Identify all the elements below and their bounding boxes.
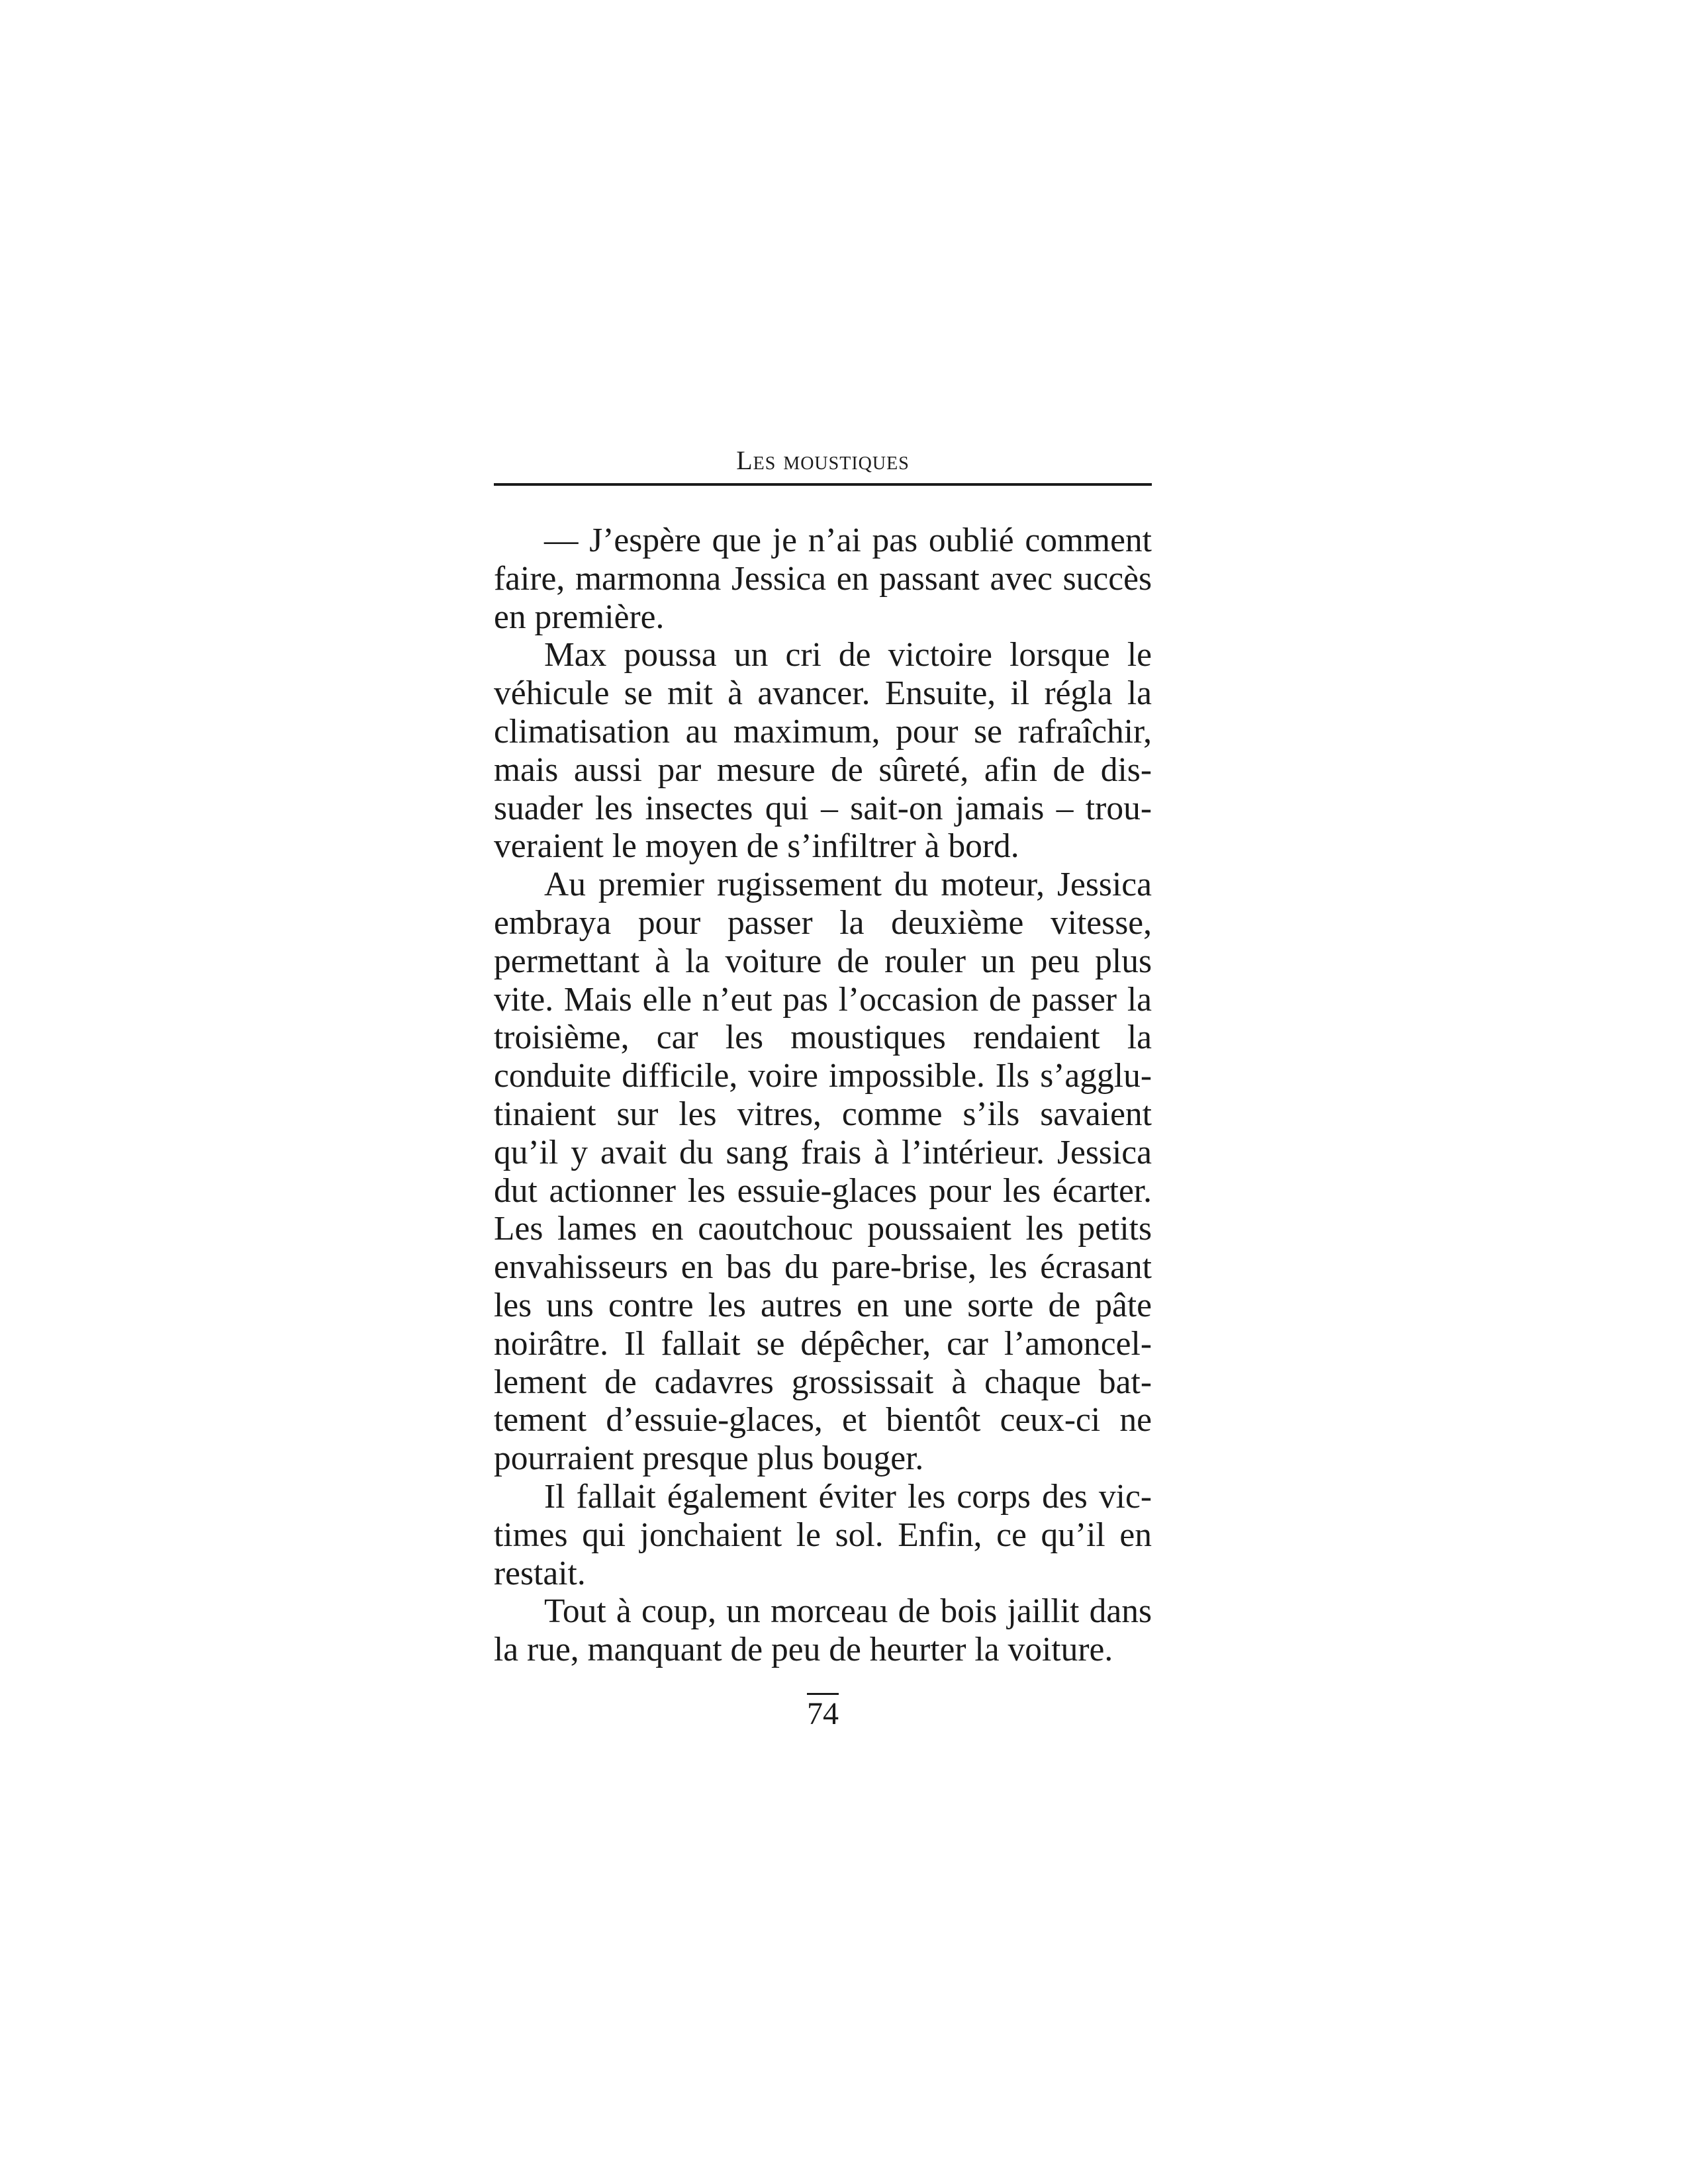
paragraph: — J’espère que je n’ai pas oublié comment faire, marmonna Jessica en passant avec succès en première. bbox=[494, 522, 1152, 636]
folio bbox=[494, 1693, 1152, 1732]
paragraph: Tout à coup, un morceau de bois jaillit dans la rue, manquant de peu de heurter la voiture. bbox=[494, 1592, 1152, 1669]
running-head-title: Les moustiques bbox=[736, 445, 910, 475]
page-block bbox=[494, 437, 1152, 1732]
paragraph: Au premier rugissement du moteur, Jessica embraya pour passer la deuxième vitesse, permettant à la voiture de rouler un peu plus vite. Mais elle n’eut pas l’occasion de passer la troisième, car les moustiques rendaient la conduite difficile, voire impossible. Ils s’agglutinaient sur les vitres, comme s’ils savaient qu’il y avait du sang frais à l’intérieur. Jessica dut actionner les essuie-glaces pour les écarter. Les lames en caoutchouc poussaient les petits envahisseurs en bas du pare-brise, les écrasant les uns contre les autres en une sorte de pâte noirâtre. Il fallait se dépêcher, car l’amoncellement de cadavres grossissait à chaque battement d’essuie-glaces, et bientôt ceux-ci ne pourraient presque plus bouger. bbox=[494, 866, 1152, 1478]
page-number: 74 bbox=[807, 1693, 839, 1732]
paragraph: Max poussa un cri de victoire lorsque le véhicule se mit à avancer. Ensuite, il régla la climatisation au maximum, pour se rafraîchir, mais aussi par mesure de sûreté, afin de dissuader les insectes qui – sait-on jamais – trouveraient le moyen de s’infiltrer à bord. bbox=[494, 636, 1152, 866]
running-head bbox=[494, 437, 1152, 486]
paragraph: Il fallait également éviter les corps des victimes qui jonchaient le sol. Enfin, ce qu’il en restait. bbox=[494, 1477, 1152, 1592]
body-text bbox=[494, 522, 1152, 1669]
